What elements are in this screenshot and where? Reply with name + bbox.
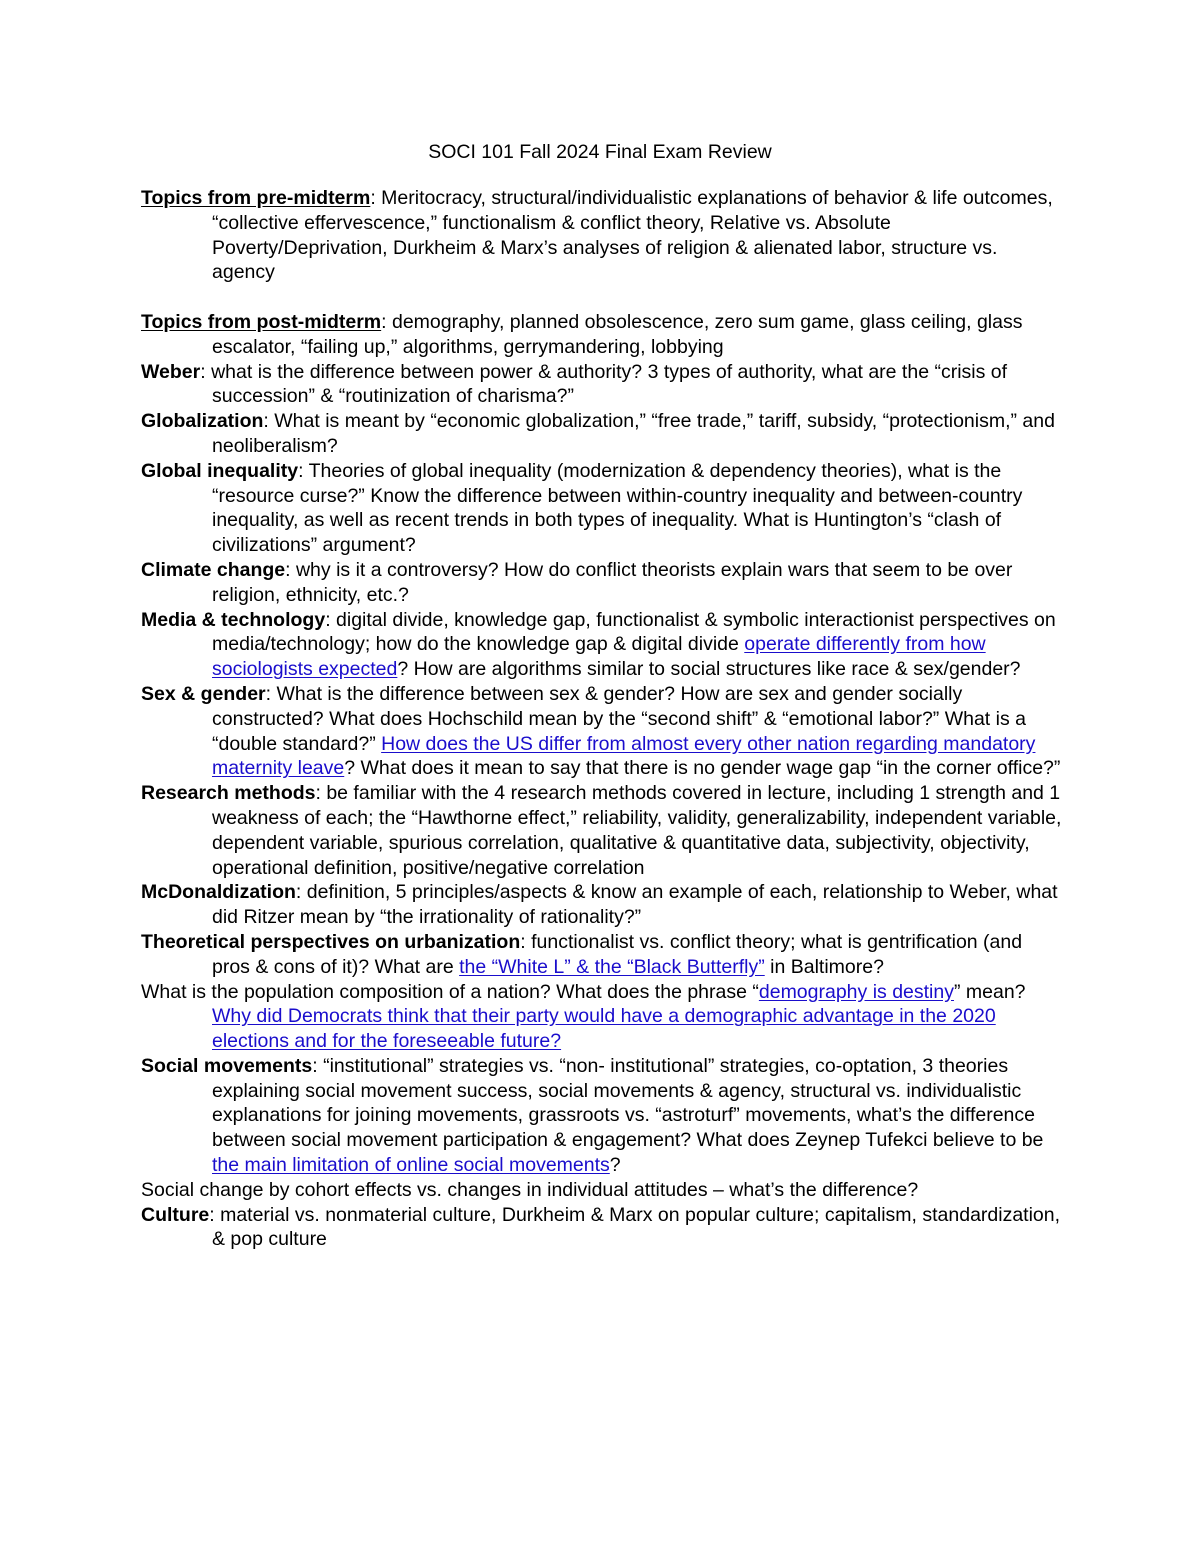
- entry-media-technology: [141, 608, 1063, 682]
- entry-text: ” mean?: [953, 980, 1026, 1003]
- entry-text: : what is the difference between power & authority? 3 types of authority, what are the “crisis of succession” & “routinization of charisma?”: [200, 360, 1008, 408]
- entry-heading: Weber: [141, 360, 201, 383]
- entry-social-movements: [141, 1054, 1063, 1178]
- entry-heading: Topics from pre-midterm: [141, 187, 371, 209]
- entry-heading: Culture: [141, 1203, 210, 1226]
- entry-heading: Global inequality: [141, 459, 299, 482]
- entry-text: : What is meant by “economic globalization,” “free trade,” tariff, subsidy, “protectionism,” and neoliberalism?: [212, 410, 1055, 457]
- entry-text: : be familiar with the 4 research methods covered in lecture, including 1 strength and 1 weakness of each; the “Hawthorne effect,” reliability, validity, generalizability, independent variable, dependent variable, spurious correlation, qualitative & quantitative data, subjectivity, objectivity, operational definition, positive/negative correlation: [212, 782, 1062, 879]
- entry-climate-change: [141, 558, 1063, 608]
- entry-text: : Theories of global inequality (modernization & dependency theories), what is the “resource curse?” Know the difference between within-country inequality and between-country inequality, as well as recent trends in both types of inequality. What is Huntington’s “clash of civilizations” argument?: [212, 459, 1023, 557]
- link-maternity-leave[interactable]: How does the US differ from almost every other nation regarding mandatory maternity leave: [212, 732, 1036, 780]
- entry-global-inequality: [141, 459, 1063, 558]
- entry-post-midterm: [141, 310, 1063, 360]
- entry-pre-midterm: [141, 186, 1063, 285]
- entry-text: ? How are algorithms similar to social structures like race & sex/gender?: [397, 658, 1021, 681]
- entry-heading: McDonaldization: [141, 881, 296, 904]
- entry-text: : functionalist vs. conflict theory; what is gentrification (and pros & cons of it)? What are: [212, 930, 1023, 978]
- entry-heading: Topics from post-midterm: [141, 310, 382, 333]
- link-operate-differently[interactable]: operate differently from how sociologists expected: [212, 633, 986, 681]
- entry-text: in Baltimore?: [764, 955, 884, 978]
- entry-text: : demography, planned obsolescence, zero sum game, glass ceiling, glass escalator, “failing up,” algorithms, gerrymandering, lobbying: [212, 310, 1023, 358]
- link-online-social-movements[interactable]: the main limitation of online social movements: [212, 1154, 610, 1177]
- entry-population-composition: [141, 980, 1063, 1054]
- entry-heading: Globalization: [141, 410, 264, 433]
- entry-text: : digital divide, knowledge gap, functionalist & symbolic interactionist perspectives on media/technology; how do the knowledge gap & digital divide: [212, 608, 1056, 656]
- entry-heading: Social movements: [141, 1054, 313, 1077]
- review-topics: [141, 186, 1063, 1252]
- entry-text: What is the population composition of a nation? What does the phrase “: [141, 980, 759, 1003]
- entry-text: : why is it a controversy? How do conflict theorists explain wars that seem to be over religion, ethnicity, etc.?: [212, 558, 1013, 606]
- entry-text: : What is the difference between sex & gender? How are sex and gender socially constructed? What does Hochschild mean by the “second shift” & “emotional labor?” What is a “double standard?”: [212, 682, 1026, 755]
- entry-heading: Climate change: [141, 558, 286, 581]
- entry-urbanization: [141, 930, 1063, 980]
- link-demography-is-destiny[interactable]: demography is destiny: [758, 980, 954, 1003]
- link-white-l-black-butterfly[interactable]: the “White L” & the “Black Butterfly”: [459, 955, 765, 978]
- entry-social-change: [141, 1178, 1063, 1203]
- entry-heading: Sex & gender: [141, 682, 266, 705]
- entry-text: : definition, 5 principles/aspects & know an example of each, relationship to Weber, what did Ritzer mean by “the irrationality of rationality?”: [212, 881, 1058, 929]
- entry-research-methods: [141, 781, 1063, 880]
- entry-sex-gender: [141, 682, 1063, 781]
- entry-text: : “institutional” strategies vs. “non- institutional” strategies, co-optation, 3 theories explaining social movement success, social movements & agency, structural vs. individualistic explanations for joining movements, grassroots vs. “astroturf” movements, what’s the difference between social movement participation & engagement? What does Zeynep Tufekci believe to be: [212, 1054, 1044, 1152]
- entry-globalization: [141, 409, 1063, 459]
- entry-text: ? What does it mean to say that there is no gender wage gap “in the corner office?”: [344, 757, 1061, 780]
- entry-text: Social change by cohort effects vs. changes in individual attitudes – what’s the difference?: [141, 1178, 919, 1201]
- entry-text: : Meritocracy, structural/individualistic explanations of behavior & life outcomes, “collective effervescence,” functionalism & conflict theory, Relative vs. Absolute Poverty/Deprivation, Durkheim & Marx’s analyses of religion & alienated labor, structure vs. agency: [212, 187, 1053, 284]
- entry-heading: Media & technology: [141, 608, 326, 631]
- document-title: SOCI 101 Fall 2024 Final Exam Review: [428, 141, 772, 163]
- paragraph-gap: [141, 285, 1063, 310]
- entry-heading: Research methods: [141, 782, 316, 805]
- entry-weber: [141, 360, 1063, 410]
- entry-culture: [141, 1203, 1063, 1253]
- link-democrats-demographic-advantage[interactable]: Why did Democrats think that their party would have a demographic advantage in the 2020 elections and for the foreseeable future?: [212, 1005, 996, 1053]
- entry-heading: Theoretical perspectives on urbanization: [141, 930, 521, 953]
- entry-text: : material vs. nonmaterial culture, Durkheim & Marx on popular culture; capitalism, standardization, & pop culture: [209, 1203, 1061, 1251]
- entry-text: ?: [609, 1154, 621, 1177]
- entry-mcdonaldization: [141, 880, 1063, 930]
